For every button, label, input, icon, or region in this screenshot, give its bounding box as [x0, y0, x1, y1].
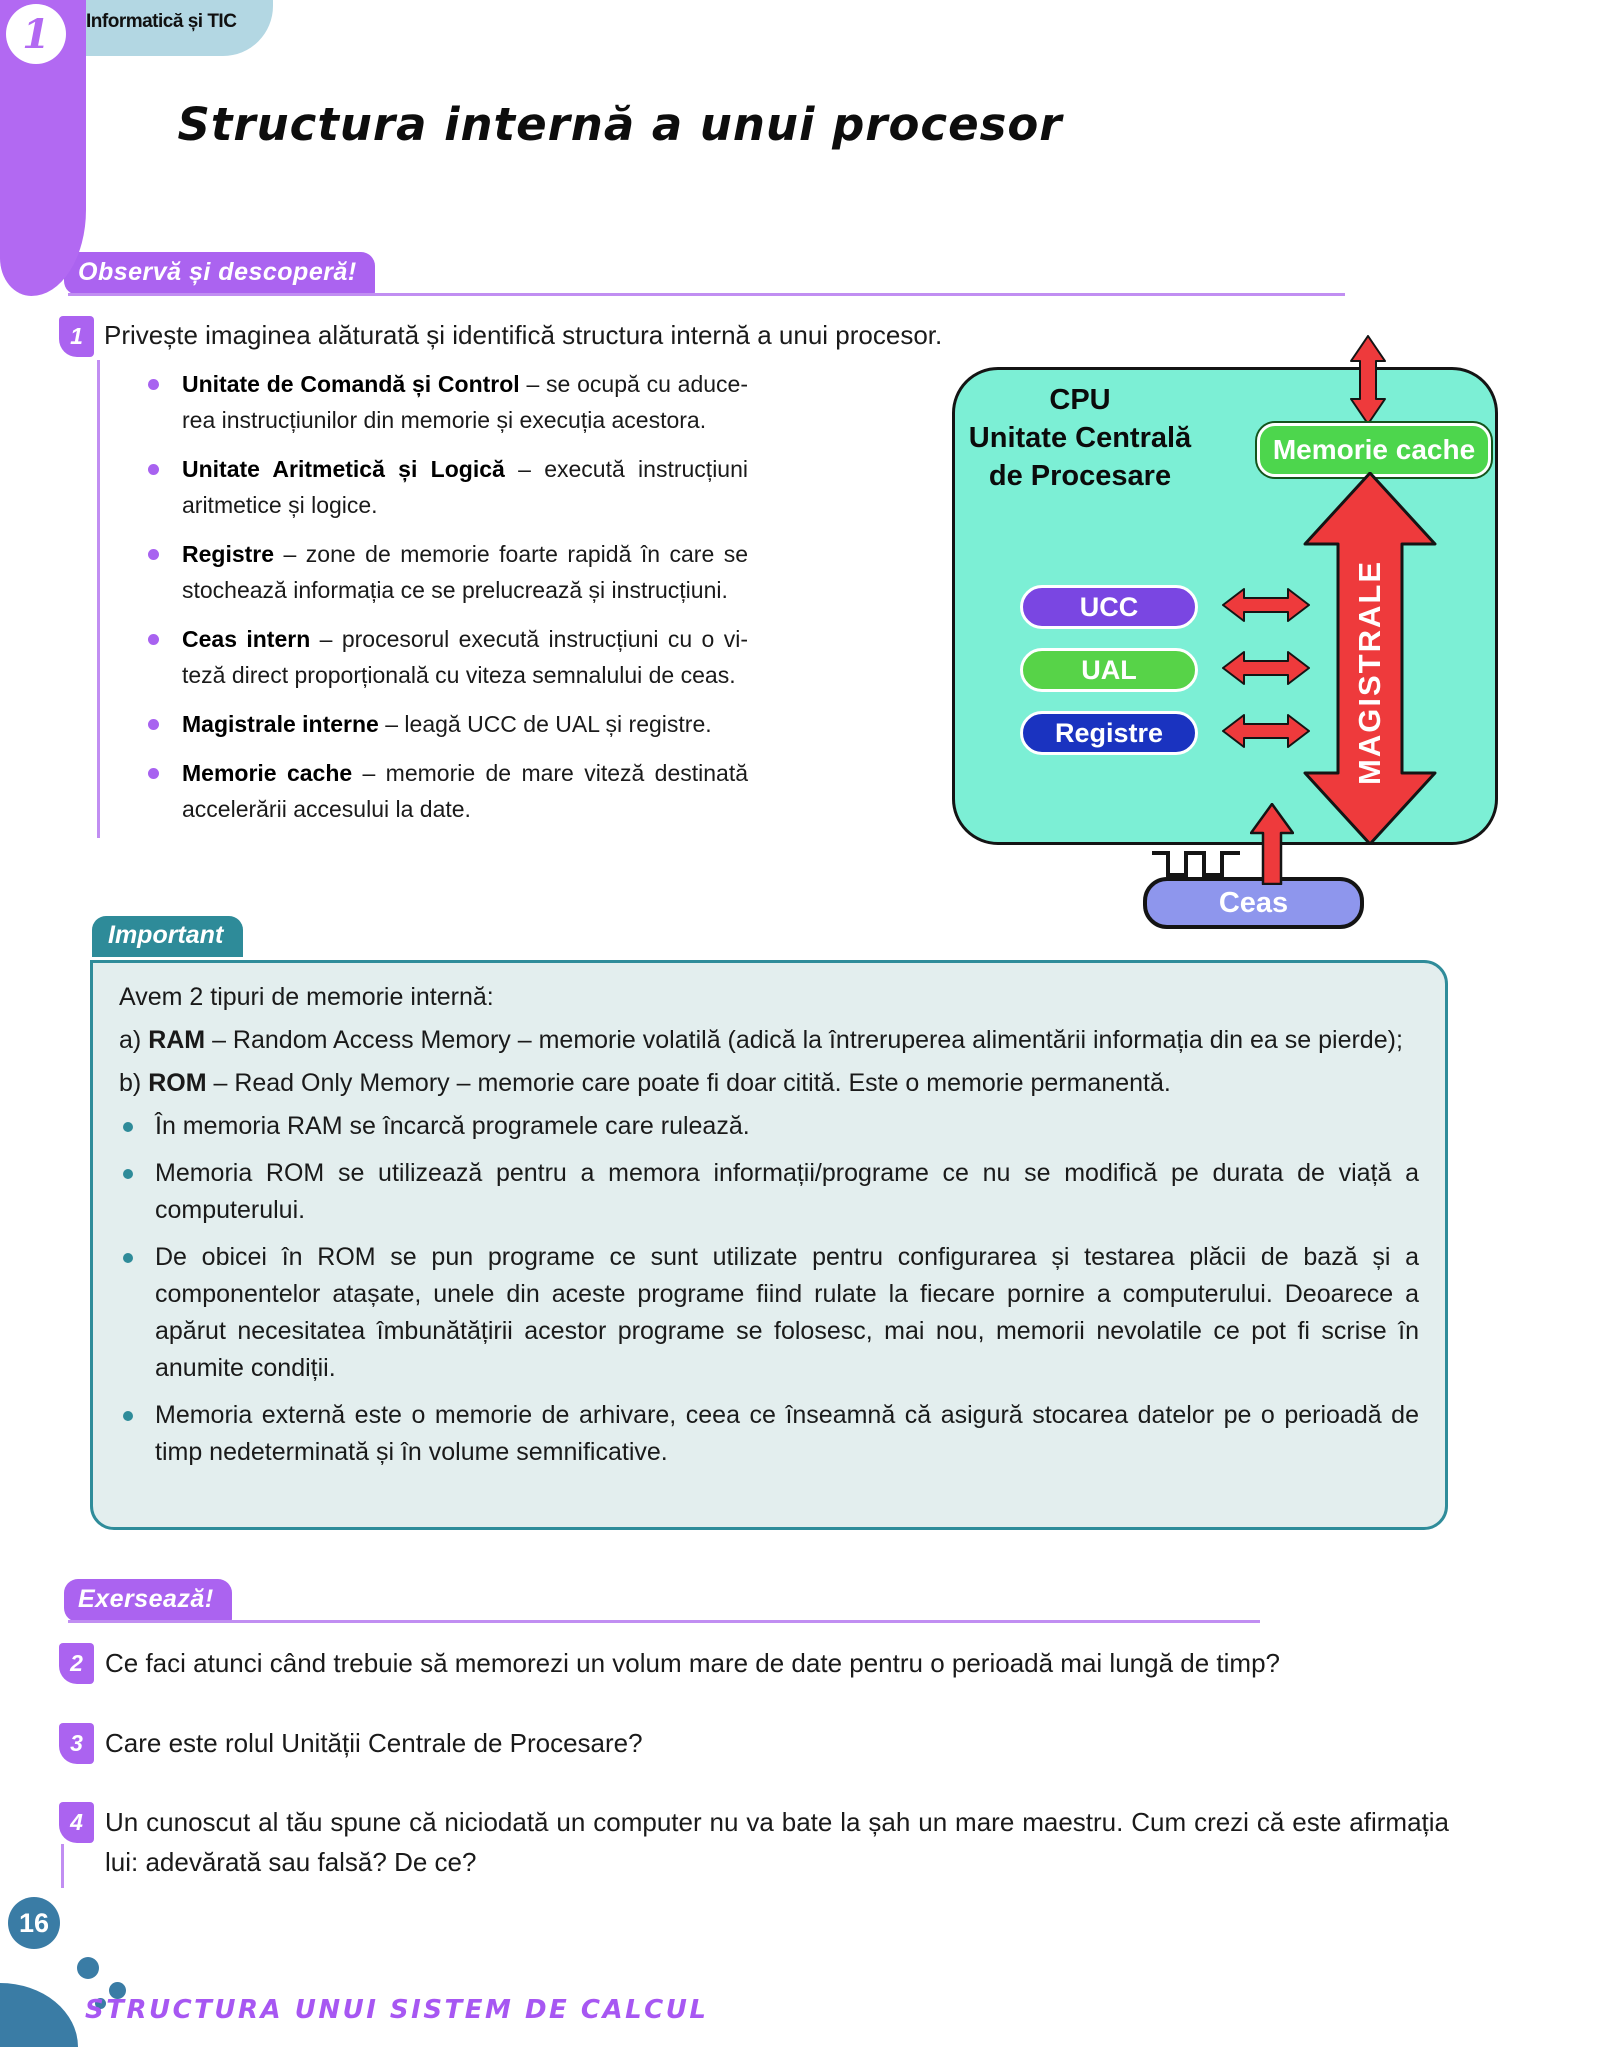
list-item — [182, 366, 748, 438]
item-number-badge-1 — [59, 316, 94, 357]
registre-pill — [1020, 711, 1198, 755]
processor-structure-list — [146, 366, 748, 840]
term-ucc: Unitate de Comandă și Control — [182, 371, 520, 397]
unit-number: 1 — [22, 10, 50, 58]
page-number: 16 — [18, 1907, 50, 1938]
section-badge-observa — [64, 252, 375, 295]
question-number-badge-4 — [59, 1802, 94, 1843]
item-1-guide-line — [97, 360, 100, 838]
section-divider-exerseaza — [68, 1620, 1260, 1623]
term-memorie-cache: Memorie cache — [182, 760, 353, 786]
section-badge-important-label: Important — [108, 921, 224, 949]
decoration-dot — [77, 1957, 99, 1979]
page-number-badge — [8, 1897, 60, 1949]
rom-term: ROM — [148, 1069, 207, 1097]
arrow-up-icon — [1250, 803, 1294, 885]
cpu-subtitle-1: Unitate Centrală — [968, 422, 1192, 454]
question-2-text: Ce faci atunci când trebuie să memorezi un volum mare de date pentru o perioadă mai lungă de timp? — [105, 1648, 1280, 1678]
term-registre: Registre — [182, 541, 275, 567]
important-bullet-list — [119, 1108, 1419, 1471]
double-arrow-horizontal-icon — [1222, 583, 1310, 627]
list-item — [155, 1155, 1419, 1229]
double-arrow-up-icon — [1350, 335, 1386, 425]
magistrale-label: MAGISTRALE — [1352, 560, 1387, 785]
rom-prefix: b) — [119, 1069, 142, 1097]
question-number-4: 4 — [70, 1809, 83, 1835]
list-item — [182, 451, 748, 523]
question-number-badge-2 — [59, 1643, 94, 1684]
section-badge-important — [92, 916, 243, 957]
rom-definition — [119, 1065, 1419, 1102]
question-number-2: 2 — [70, 1650, 83, 1676]
section-badge-observa-label: Observă și descoperă! — [78, 258, 357, 286]
question-3 — [59, 1723, 1449, 1763]
list-item — [182, 706, 748, 742]
ual-pill — [1020, 648, 1198, 692]
ram-term: RAM — [148, 1026, 206, 1054]
list-item — [155, 1397, 1419, 1471]
question-4-text: Un cunoscut al tău spune că niciodată un computer nu va bate la șah un mare maestru. Cum crezi că este afirmația lui: adevărată sau falsă? De ce? — [105, 1807, 1449, 1877]
subject-label: Informatică și TIC — [86, 11, 237, 32]
observa-intro-text: Privește imaginea alăturată și identifică structura internă a unui procesor. — [104, 320, 943, 350]
cpu-label: CPU — [1049, 384, 1111, 416]
term-memorie-cache-definition: – memorie de mare viteză destinată accelerării accesului la date. — [182, 760, 748, 822]
question-4 — [59, 1802, 1449, 1882]
question-number-badge-3 — [59, 1723, 94, 1764]
cpu-diagram — [950, 255, 1510, 935]
important-intro: Avem 2 tipuri de memorie internă: — [119, 983, 494, 1011]
double-arrow-horizontal-icon — [1222, 709, 1310, 753]
corner-decoration-blob — [0, 1983, 78, 2047]
item-number-1: 1 — [70, 323, 83, 349]
magistrale-arrow — [1300, 472, 1440, 845]
term-magistrale: Magistrale interne — [182, 711, 379, 737]
unit-number-badge — [6, 4, 66, 64]
list-item — [155, 1239, 1419, 1387]
term-ceas-intern-definition: – procesorul execută instrucțiuni cu o viteză direct proporțională cu viteza semnalului de ceas. — [182, 626, 749, 688]
memorie-cache-label: Memorie cache — [1272, 434, 1476, 465]
ram-prefix: a) — [119, 1026, 142, 1054]
cpu-subtitle-2: de Procesare — [988, 460, 1172, 492]
term-ucc-definition: – se ocupă cu aducerea instrucțiunilor din memorie și execuția acestora. — [182, 371, 748, 433]
rom-text: – Read Only Memory – memorie care poate fi doar citită. Este o memorie permanentă. — [213, 1069, 1171, 1097]
memorie-cache-pill — [1257, 423, 1491, 477]
cpu-title — [955, 381, 1205, 495]
double-arrow-horizontal-icon — [1222, 646, 1310, 690]
subject-tab — [58, 0, 273, 56]
important-bullet-text: Memoria externă este o memorie de arhivare, ceea ce înseamnă că asigură stocarea datelor pe o perioadă de timp nedeterminată și în volume semnificative. — [155, 1401, 1419, 1466]
footer-chapter-title: STRUCTURA UNUI SISTEM DE CALCUL — [85, 1995, 709, 2025]
question-4-guide-line — [61, 1844, 64, 1888]
term-magistrale-definition: – leagă UCC de UAL și registre. — [385, 711, 712, 737]
important-box — [90, 960, 1448, 1530]
question-number-3: 3 — [70, 1730, 83, 1756]
list-item — [182, 536, 748, 608]
list-item — [155, 1108, 1419, 1145]
question-3-text: Care este rolul Unității Centrale de Procesare? — [105, 1728, 643, 1758]
important-bullet-text: În memoria RAM se încarcă programele care rulează. — [155, 1112, 750, 1140]
term-ual-definition: – execută instrucțiuni aritmetice și logice. — [182, 456, 748, 518]
section-badge-exerseaza — [64, 1579, 232, 1622]
ual-label: UAL — [1081, 654, 1137, 685]
ram-text: – Random Access Memory – memorie volatilă (adică la întreruperea alimentării informația din ea se pierde); — [212, 1026, 1403, 1054]
ucc-pill — [1020, 585, 1198, 629]
ram-definition — [119, 1022, 1419, 1059]
list-item — [182, 755, 748, 827]
question-2 — [59, 1643, 1449, 1683]
clock-signal-icon — [1150, 849, 1242, 879]
registre-label: Registre — [1054, 717, 1164, 748]
important-bullet-text: De obicei în ROM se pun programe ce sunt utilizate pentru configurarea și testarea plăcii de bază și a componentelor atașate, unele din aceste programe fiind rulate la fiecare pornire a computerului. Deoarece a apărut necesitatea îmbunătățirii acestor programe se folosesc, mai nou, memorii nevolatile ce pot fi scrise în anumite condiții. — [155, 1243, 1419, 1382]
section-badge-exerseaza-label: Exersează! — [78, 1585, 214, 1613]
page-title: Structura internă a unui procesor — [177, 98, 1063, 151]
ceas-label: Ceas — [1218, 886, 1289, 919]
ucc-label: UCC — [1079, 591, 1139, 622]
term-ceas-intern: Ceas intern — [182, 626, 311, 652]
term-registre-definition: – zone de memorie foarte rapidă în care se stochează informația ce se prelucrează și instrucțiuni. — [182, 541, 749, 603]
list-item — [182, 621, 748, 693]
important-bullet-text: Memoria ROM se utilizează pentru a memora informații/programe ce nu se modifică pe durata de viață a computerului. — [155, 1159, 1419, 1224]
term-ual: Unitate Aritmetică și Logică — [182, 456, 505, 482]
